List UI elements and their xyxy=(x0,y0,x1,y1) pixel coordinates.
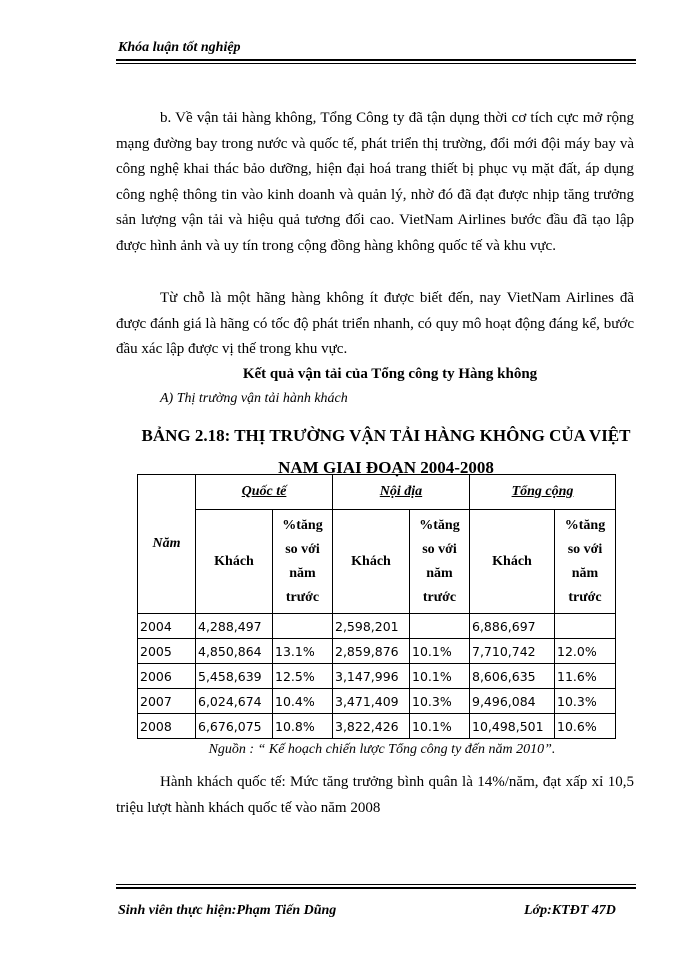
footer-student: Sinh viên thực hiện:Phạm Tiến Dũng xyxy=(118,903,337,918)
passengers-header: Khách xyxy=(196,510,273,614)
table-cell: 7,710,742 xyxy=(470,639,555,664)
table-cell: 2007 xyxy=(138,689,196,714)
table-cell: 5,458,639 xyxy=(196,664,273,689)
growth-header: %tăng so với năm trước xyxy=(410,510,470,614)
table-title-line2: NAM GIAI ĐOẠN 2004-2008 xyxy=(278,458,494,477)
table-cell: 10.3% xyxy=(555,689,616,714)
group-header-international: Quốc tế xyxy=(196,475,333,510)
paragraph-text: b. Về vận tải hàng không, Tổng Công ty đã tận dụng thời cơ tích cực mở rộng mạng đường bay trong nước và quốc tế, phát triển thị trường, đổi mới đội máy bay và công nghệ khai thác bảo dưỡng, hiện đại hoá trang thiết bị phục vụ mặt đất, áp dụng công nghệ thông tin vào kinh doanh và quản lý, nhờ đó đã đạt được nhịp tăng trưởng sản lượng vận tải và hiệu quả tương đối cao. VietNam Airlines bước đầu đã tạo lập được hình ảnh và uy tín trong cộng đồng hàng không quốc tế và khu vực. xyxy=(116,110,634,254)
table-cell: 9,496,084 xyxy=(470,689,555,714)
table-cell: 8,606,635 xyxy=(470,664,555,689)
table-cell: 12.5% xyxy=(273,664,333,689)
table-cell: 2004 xyxy=(138,614,196,639)
table-cell: 11.6% xyxy=(555,664,616,689)
table-cell: 10.6% xyxy=(555,714,616,739)
paragraph-text: Từ chỗ là một hãng hàng không ít được biết đến, nay VietNam Airlines đã được đánh giá là hãng có tốc độ phát triển nhanh, có quy mô hoạt động đáng kể, bước đầu xác lập được vị thế trong khu vực. xyxy=(116,290,634,357)
table-title-line1: BẢNG 2.18: THỊ TRƯỜNG VẬN TẢI HÀNG KHÔNG CỦA VIỆT xyxy=(141,426,631,445)
table-row xyxy=(138,689,616,714)
paragraph-text: Hành khách quốc tế: Mức tăng trưởng bình quân là 14%/năm, đạt xấp xỉ 10,5 triệu lượt hành khách quốc tế vào năm 2008 xyxy=(116,774,634,816)
table-cell: 4,850,864 xyxy=(196,639,273,664)
paragraph-air-transport xyxy=(116,106,634,259)
table-cell xyxy=(273,614,333,639)
table-cell: 10.1% xyxy=(410,639,470,664)
header-rule-thin xyxy=(116,63,636,64)
year-header: Năm xyxy=(138,475,196,614)
footer-class: Lớp:KTĐT 47D xyxy=(524,903,616,918)
footer-rule-thin xyxy=(116,884,636,885)
header-title: Khóa luận tốt nghiệp xyxy=(118,40,241,55)
passengers-header: Khách xyxy=(333,510,410,614)
section-title: Kết quả vận tải của Tổng công ty Hàng không xyxy=(242,366,538,382)
passengers-header: Khách xyxy=(470,510,555,614)
group-header-total: Tổng cộng xyxy=(470,475,616,510)
table-cell: 12.0% xyxy=(555,639,616,664)
growth-header: %tăng so với năm trước xyxy=(555,510,616,614)
table-cell xyxy=(555,614,616,639)
header-rule xyxy=(116,59,636,61)
footer-rule xyxy=(116,887,636,889)
table-cell: 10,498,501 xyxy=(470,714,555,739)
group-header-domestic: Nội địa xyxy=(333,475,470,510)
table-row xyxy=(138,714,616,739)
table-cell: 10.4% xyxy=(273,689,333,714)
table-cell: 6,886,697 xyxy=(470,614,555,639)
table-row xyxy=(138,614,616,639)
table-cell: 4,288,497 xyxy=(196,614,273,639)
table-row xyxy=(138,639,616,664)
table-cell: 3,147,996 xyxy=(333,664,410,689)
table-cell: 6,024,674 xyxy=(196,689,273,714)
table-cell: 10.3% xyxy=(410,689,470,714)
growth-header: %tăng so với năm trước xyxy=(273,510,333,614)
table-cell: 2,598,201 xyxy=(333,614,410,639)
table-source: Nguồn : “ Kế hoạch chiến lược Tổng công ty đến năm 2010”. xyxy=(208,742,556,757)
table-cell xyxy=(410,614,470,639)
table-cell: 10.1% xyxy=(410,664,470,689)
table-row xyxy=(138,664,616,689)
table-cell: 13.1% xyxy=(273,639,333,664)
table-cell: 10.1% xyxy=(410,714,470,739)
table-cell: 6,676,075 xyxy=(196,714,273,739)
table-cell: 3,822,426 xyxy=(333,714,410,739)
subheading: A) Thị trường vận tải hành khách xyxy=(160,391,348,406)
passenger-table xyxy=(137,474,616,739)
table-cell: 2006 xyxy=(138,664,196,689)
paragraph-vietnam-airlines xyxy=(116,286,634,363)
table-cell: 2008 xyxy=(138,714,196,739)
table-cell: 10.8% xyxy=(273,714,333,739)
paragraph-international-passengers xyxy=(116,770,634,821)
table-cell: 2,859,876 xyxy=(333,639,410,664)
table-cell: 3,471,409 xyxy=(333,689,410,714)
table-cell: 2005 xyxy=(138,639,196,664)
